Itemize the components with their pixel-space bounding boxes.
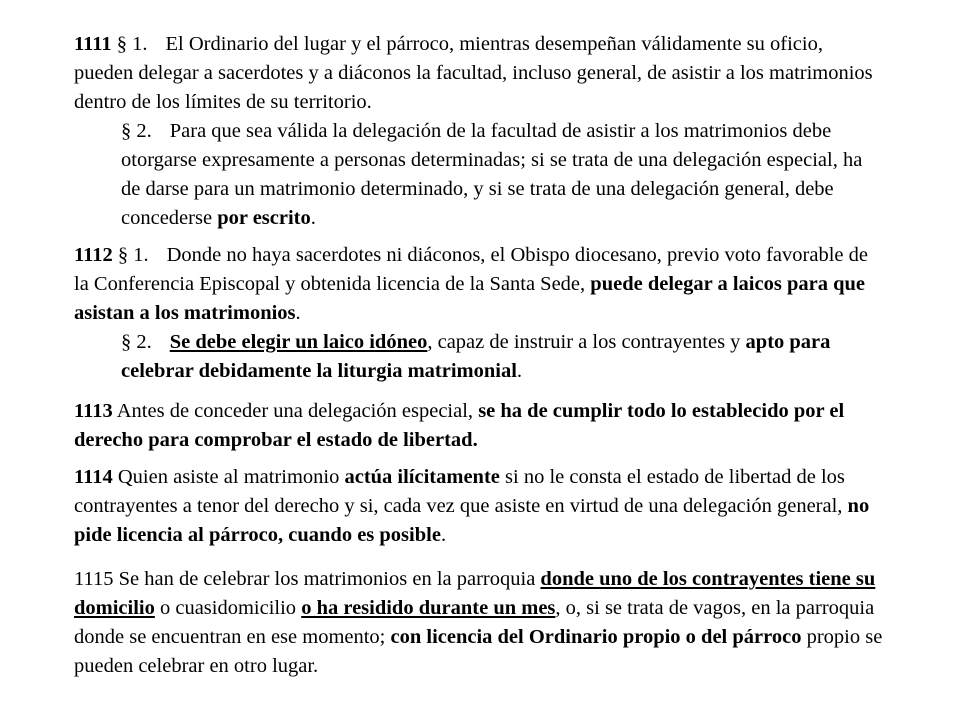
canon-number: 1114: [74, 466, 113, 488]
canon-1115: [74, 565, 886, 681]
canon-1113-par-1: [74, 397, 886, 455]
section-mark: § 2.: [121, 120, 152, 142]
text-segment: .: [516, 360, 523, 382]
canon-1111: [74, 30, 886, 233]
canon-number: 1115: [74, 568, 114, 590]
text-segment: propio se pueden celebrar en otro lugar.: [74, 626, 883, 677]
canon-1112-par-2: [121, 328, 886, 386]
text-segment: puede delegar a laicos para que asistan a los matrimonios: [74, 273, 865, 324]
section-mark: § 1.: [117, 244, 149, 266]
text-segment: apto para celebrar debidamente la liturgia matrimonial: [121, 331, 831, 382]
text-segment: Se debe elegir un laico idóneo: [169, 331, 428, 353]
text-segment: Se han de celebrar los matrimonios en la parroquia: [118, 568, 541, 590]
text-segment: se ha de cumplir todo lo establecido por el derecho para comprobar el estado de libertad.: [74, 400, 845, 451]
section-mark: § 1.: [116, 33, 148, 55]
canon-number: 1112: [74, 244, 113, 266]
canon-1115-par-1: [74, 565, 886, 681]
text-segment: , capaz de instruir a los contrayentes y: [427, 331, 746, 353]
text-segment: .: [295, 302, 301, 324]
text-segment: Antes de conceder una delegación especial,: [116, 400, 479, 422]
text-segment: actúa ilícitamente: [344, 466, 500, 488]
text-segment: El Ordinario del lugar y el párroco, mientras desempeñan válidamente su oficio, pueden delegar a sacerdotes y a diáconos la facultad, incluso general, de asistir a los matrimonios dentro de los límites de su territorio.: [74, 33, 873, 113]
canon-1112: [74, 241, 886, 386]
text-segment: donde uno de los contrayentes tiene su domicilio: [74, 568, 876, 619]
text-segment: o cuasidomicilio: [154, 597, 302, 619]
text-segment: o ha residido durante un mes: [301, 597, 556, 619]
text-segment: , o, si se trata de vagos, en la parroquia donde se encuentran en ese momento;: [74, 597, 875, 648]
text-segment: .: [310, 207, 316, 229]
canon-1113: [74, 397, 886, 455]
canon-1111-par-1: [74, 30, 886, 117]
text-segment: si no le consta el estado de libertad de los contrayentes a tenor del derecho y si, cada vez que asiste en virtud de una delegación general,: [74, 466, 848, 517]
text-segment: Para que sea válida la delegación de la facultad de asistir a los matrimonios debe otorgarse expresamente a personas determinadas; si se trata de una delegación especial, ha de darse para un matrimonio determinado, y si se trata de una delegación general, debe concederse: [121, 120, 863, 229]
text-segment: Donde no haya sacerdotes ni diáconos, el Obispo diocesano, previo voto favorable de la Conferencia Episcopal y obtenida licencia de la Santa Sede,: [74, 244, 868, 295]
canon-1111-par-2: [121, 117, 886, 233]
canon-1112-par-1: [74, 241, 886, 328]
text-segment: .: [440, 524, 447, 546]
section-mark: § 2.: [121, 331, 152, 353]
canon-number: 1113: [74, 400, 113, 422]
canon-number: 1111: [74, 33, 112, 55]
canon-1114-par-1: [74, 463, 886, 550]
text-segment: no pide licencia al párroco, cuando es posible: [74, 495, 870, 546]
text-segment: por escrito: [217, 207, 311, 229]
canon-1114: [74, 463, 886, 550]
text-segment: Quien asiste al matrimonio: [117, 466, 345, 488]
text-segment: con licencia del Ordinario propio o del párroco: [390, 626, 802, 648]
